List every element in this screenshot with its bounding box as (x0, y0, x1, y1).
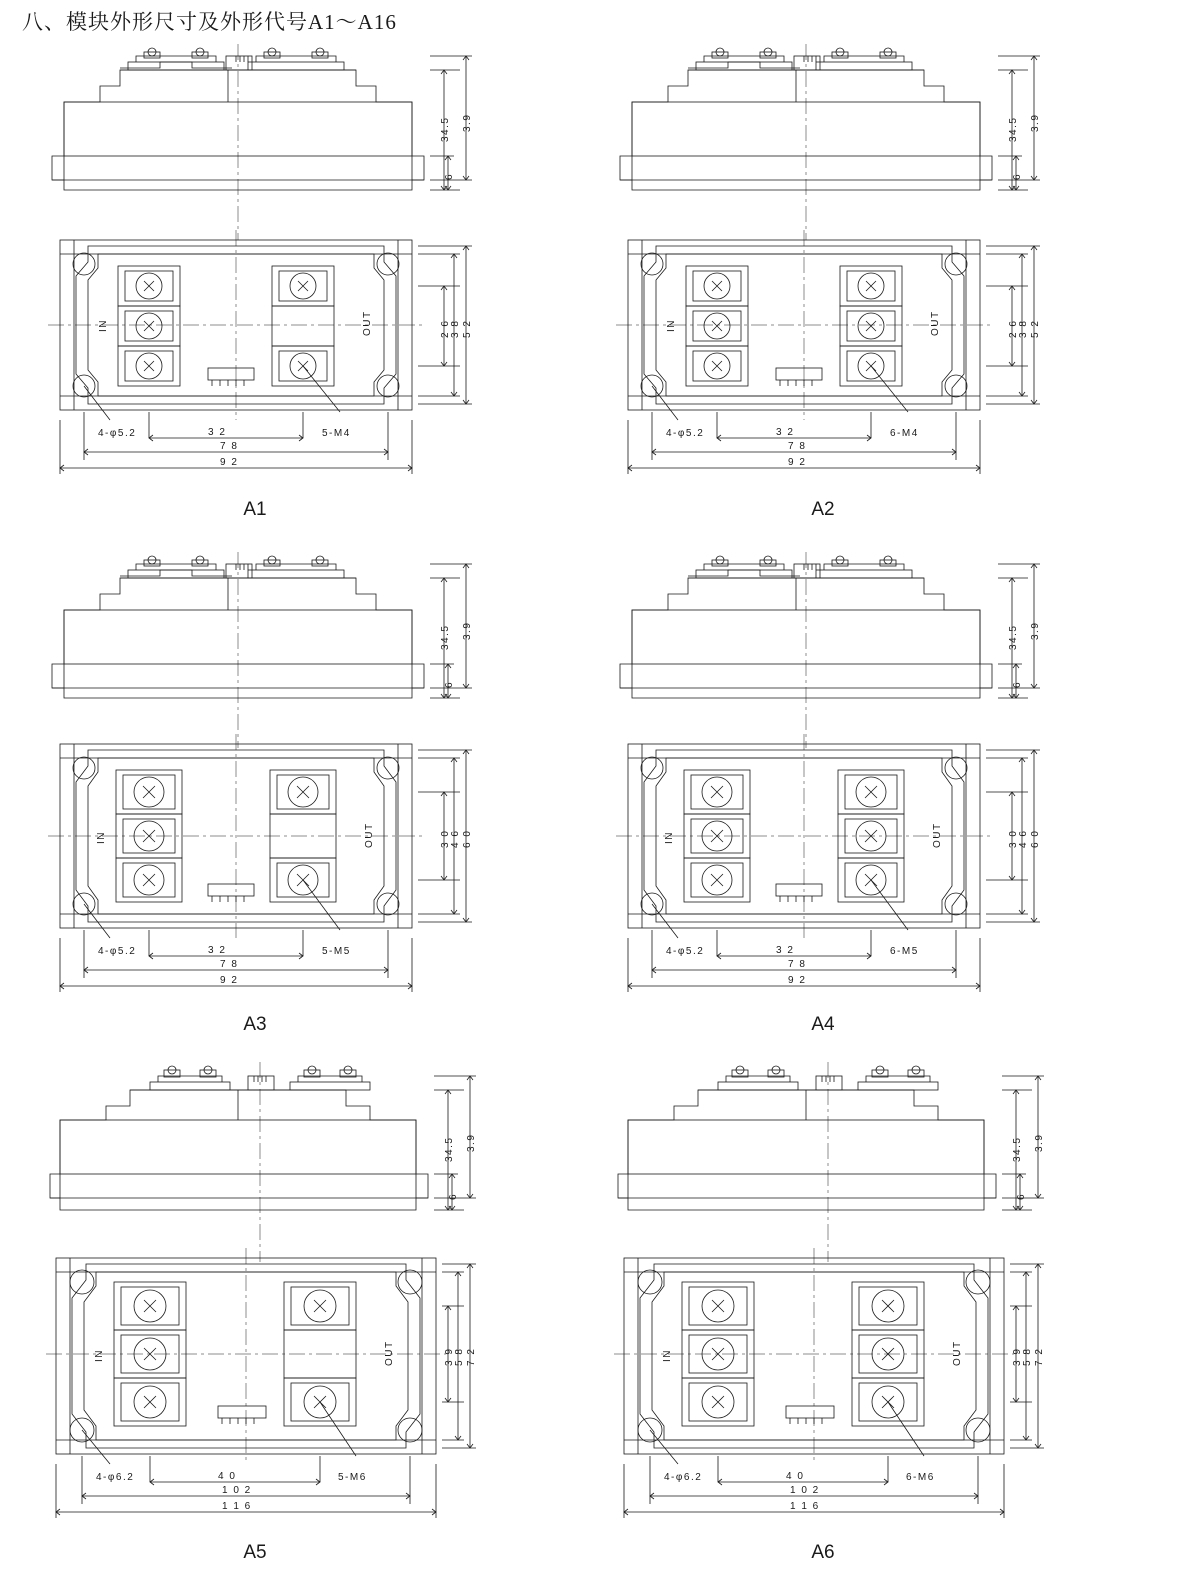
dim-height-34-5: 34.5 (1008, 116, 1019, 142)
dim-height-34-5: 34.5 (440, 624, 451, 650)
dim-pitch: 3 2 (208, 427, 227, 438)
label-out: OUT (932, 822, 943, 848)
label-in: IN (96, 831, 107, 844)
dim-screws: 6-M5 (890, 946, 919, 957)
dim-pitch: 3 2 (208, 945, 227, 956)
dim-screws: 5-M4 (322, 428, 351, 439)
figure-code: A2 (811, 499, 835, 520)
dim-pitch: 4 0 (786, 1471, 805, 1482)
dim-72: 7 2 (466, 1347, 477, 1366)
dim-height-6: 6 (1016, 1192, 1027, 1200)
label-out: OUT (362, 310, 373, 336)
label-out: OUT (952, 1340, 963, 1366)
dim-92: 9 2 (220, 457, 239, 468)
dim-52: 5 2 (462, 319, 473, 338)
dim-height-34-5: 34.5 (444, 1136, 455, 1162)
label-in: IN (664, 831, 675, 844)
dim-height-34-5: 34.5 (440, 116, 451, 142)
dim-pitch: 3 2 (776, 945, 795, 956)
dim-78: 7 8 (220, 441, 239, 452)
dim-58: 5 8 (454, 1347, 465, 1366)
figure-a3 (40, 548, 490, 1048)
label-in: IN (666, 319, 677, 332)
figure-code: A1 (243, 499, 267, 520)
dim-102: 1 0 2 (790, 1485, 820, 1496)
dim-52: 5 2 (1030, 319, 1041, 338)
figure-code: A5 (243, 1542, 267, 1563)
dim-116: 1 1 6 (222, 1501, 252, 1512)
dim-height-3-9: 3.9 (466, 1133, 477, 1152)
dim-46: 4 6 (450, 829, 461, 848)
dim-60: 6 0 (1030, 829, 1041, 848)
dim-height-3-9: 3.9 (1030, 621, 1041, 640)
page-title: 八、模块外形尺寸及外形代号A1～A16 (22, 10, 397, 34)
dim-38: 3 8 (450, 319, 461, 338)
label-in: IN (94, 1349, 105, 1362)
dim-92: 9 2 (788, 975, 807, 986)
figure-a2 (608, 40, 1058, 540)
dim-26: 2 6 (440, 319, 451, 338)
dim-60: 6 0 (462, 829, 473, 848)
dim-26: 2 6 (1008, 319, 1019, 338)
label-out: OUT (384, 1340, 395, 1366)
dim-holes: 4-φ5.2 (666, 946, 705, 957)
label-out: OUT (930, 310, 941, 336)
dim-30: 3 0 (440, 829, 451, 848)
dim-height-6: 6 (1012, 172, 1023, 180)
dim-46: 4 6 (1018, 829, 1029, 848)
dim-height-3-9: 3.9 (462, 621, 473, 640)
dim-height-3-9: 3.9 (1034, 1133, 1045, 1152)
dim-pitch: 3 2 (776, 427, 795, 438)
dim-102: 1 0 2 (222, 1485, 252, 1496)
figure-code: A4 (811, 1014, 835, 1035)
dim-78: 7 8 (220, 959, 239, 970)
dim-holes: 4-φ5.2 (98, 946, 137, 957)
dim-holes: 4-φ5.2 (98, 428, 137, 439)
dim-58: 5 8 (1022, 1347, 1033, 1366)
dim-78: 7 8 (788, 959, 807, 970)
dim-39: 3 9 (1012, 1347, 1023, 1366)
dim-holes: 4-φ5.2 (666, 428, 705, 439)
dim-height-3-9: 3.9 (1030, 113, 1041, 132)
label-out: OUT (364, 822, 375, 848)
dim-height-6: 6 (444, 172, 455, 180)
dim-holes: 4-φ6.2 (664, 1472, 703, 1483)
dim-height-6: 6 (448, 1192, 459, 1200)
figure-a6 (608, 1058, 1058, 1578)
figure-a4 (608, 548, 1058, 1048)
dim-30: 3 0 (1008, 829, 1019, 848)
dim-height-34-5: 34.5 (1008, 624, 1019, 650)
figure-a5 (40, 1058, 490, 1578)
dim-screws: 6-M4 (890, 428, 919, 439)
dim-screws: 5-M6 (338, 1472, 367, 1483)
dim-92: 9 2 (788, 457, 807, 468)
dim-78: 7 8 (788, 441, 807, 452)
dim-height-3-9: 3.9 (462, 113, 473, 132)
dim-72: 7 2 (1034, 1347, 1045, 1366)
dim-height-34-5: 34.5 (1012, 1136, 1023, 1162)
dim-116: 1 1 6 (790, 1501, 820, 1512)
dim-38: 3 8 (1018, 319, 1029, 338)
label-in: IN (662, 1349, 673, 1362)
dim-screws: 5-M5 (322, 946, 351, 957)
dim-holes: 4-φ6.2 (96, 1472, 135, 1483)
dim-pitch: 4 0 (218, 1471, 237, 1482)
figure-code: A6 (811, 1542, 835, 1563)
dim-height-6: 6 (1012, 680, 1023, 688)
figure-code: A3 (243, 1014, 267, 1035)
dim-92: 9 2 (220, 975, 239, 986)
dim-39: 3 9 (444, 1347, 455, 1366)
dim-screws: 6-M6 (906, 1472, 935, 1483)
dim-height-6: 6 (444, 680, 455, 688)
label-in: IN (98, 319, 109, 332)
figure-a1 (40, 40, 490, 540)
